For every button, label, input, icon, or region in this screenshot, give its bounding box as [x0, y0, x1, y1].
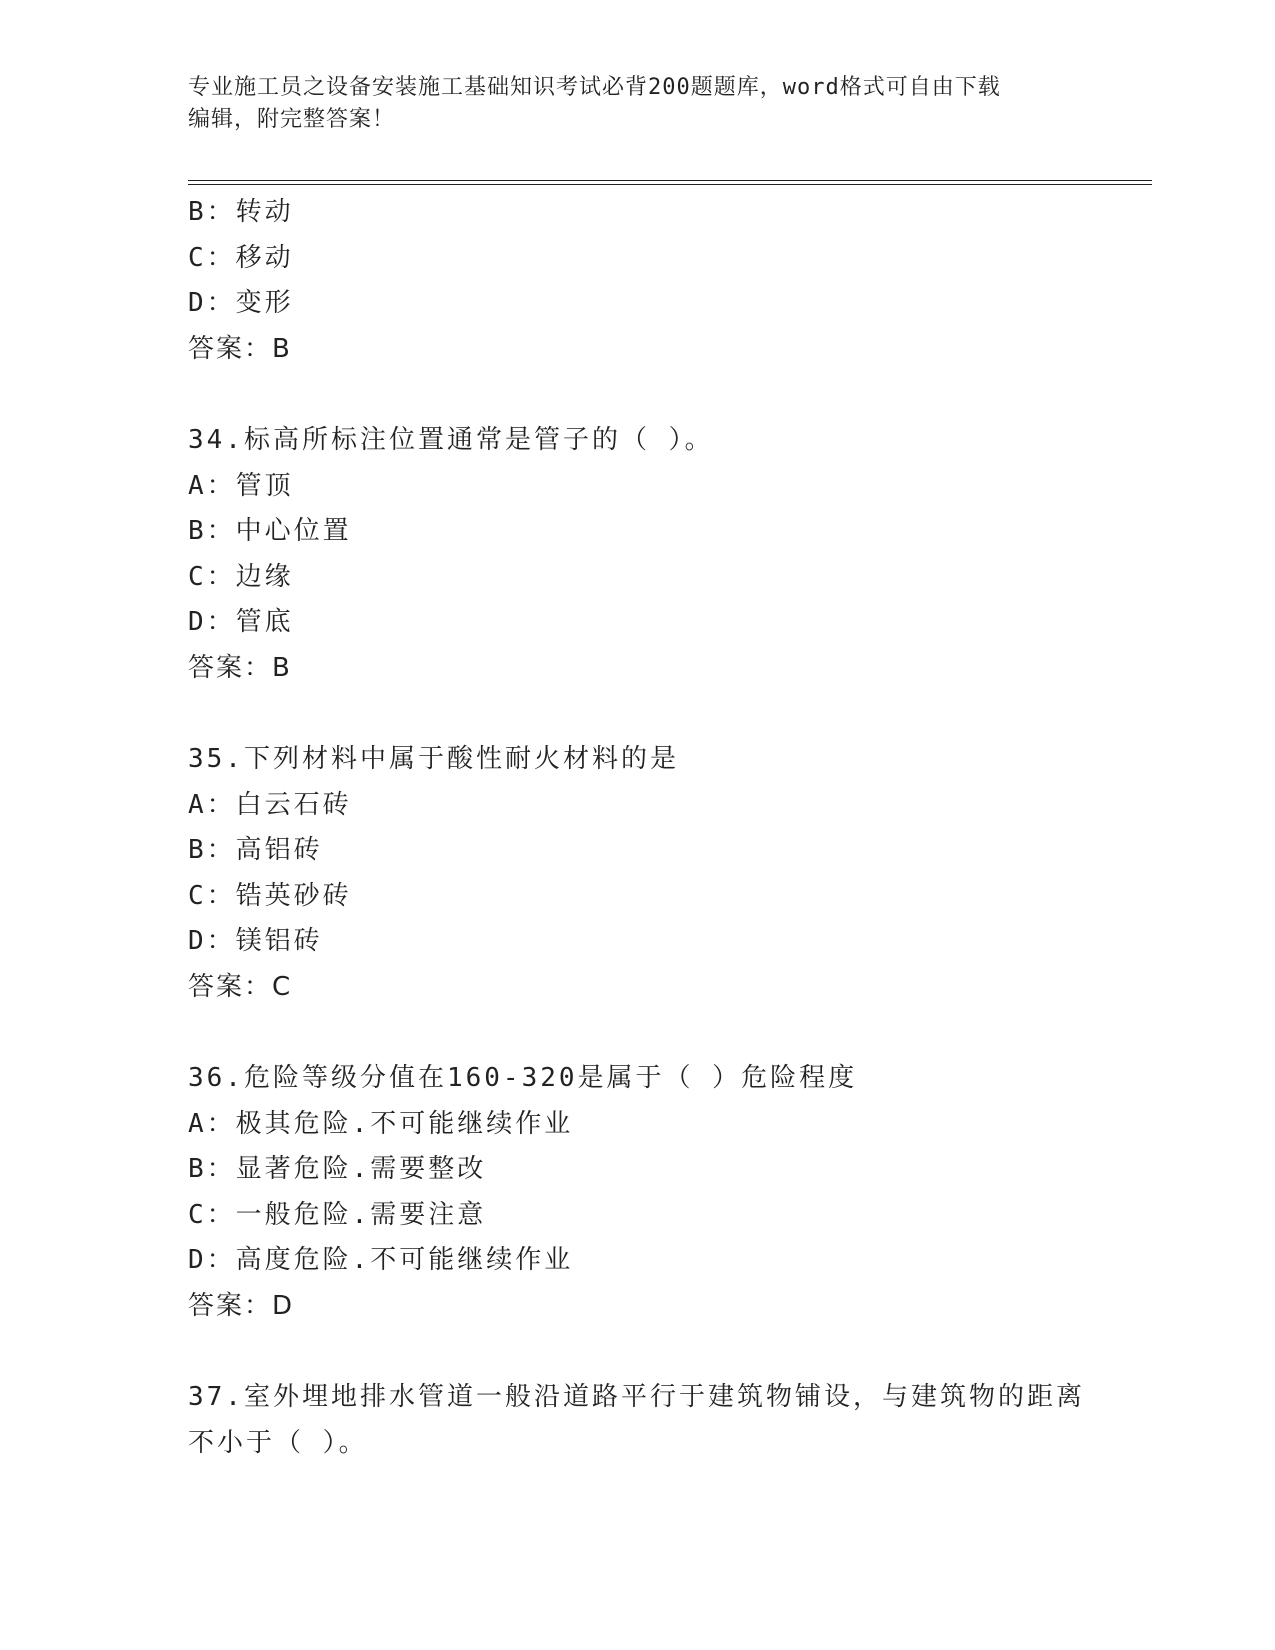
header-divider-bottom — [188, 184, 1152, 185]
question-34 — [188, 418, 1088, 691]
option-b: B：显著危险.需要整改 — [188, 1154, 487, 1184]
option-b: B：转动 — [188, 197, 294, 227]
option-b: B：中心位置 — [188, 516, 352, 546]
option-c: C：移动 — [188, 242, 294, 273]
answer-label: 答案：C — [188, 971, 293, 1002]
answer-label: 答案：B — [188, 652, 292, 683]
option-c: C：边缘 — [188, 561, 294, 592]
option-d: D：变形 — [188, 288, 294, 318]
question-list — [188, 190, 1088, 1466]
option-a: A：极其危险.不可能继续作业 — [188, 1108, 574, 1139]
header-divider-top — [188, 180, 1152, 181]
question-text: 35.下列材料中属于酸性耐火材料的是 — [188, 744, 679, 774]
option-a: A：管顶 — [188, 470, 294, 501]
question-33 — [188, 190, 1088, 372]
question-36 — [188, 1056, 1088, 1329]
option-c: C：一般危险.需要注意 — [188, 1199, 487, 1230]
question-text: 34.标高所标注位置通常是管子的（ ）。 — [188, 425, 714, 455]
header-title-line1: 专业施工员之设备安装施工基础知识考试必背200题题库，word格式可自由下载 — [188, 75, 1001, 100]
question-text-line1: 37.室外埋地排水管道一般沿道路平行于建筑物铺设，与建筑物的距离 — [188, 1382, 1085, 1412]
option-b: B：高铝砖 — [188, 835, 323, 865]
option-d: D：镁铝砖 — [188, 926, 323, 956]
answer-label: 答案：B — [188, 333, 292, 364]
question-37 — [188, 1375, 1088, 1466]
document-header — [188, 72, 1088, 136]
option-c: C：锆英砂砖 — [188, 880, 352, 911]
question-text: 36.危险等级分值在160-320是属于（ ）危险程度 — [188, 1063, 858, 1093]
header-title-line2: 编辑，附完整答案！ — [188, 107, 396, 132]
answer-label: 答案：D — [188, 1290, 295, 1321]
option-a: A：白云石砖 — [188, 789, 352, 820]
option-d: D：高度危险.不可能继续作业 — [188, 1245, 574, 1275]
question-35 — [188, 737, 1088, 1010]
option-d: D：管底 — [188, 607, 294, 637]
question-text-line2: 不小于（ ）。 — [188, 1427, 368, 1458]
